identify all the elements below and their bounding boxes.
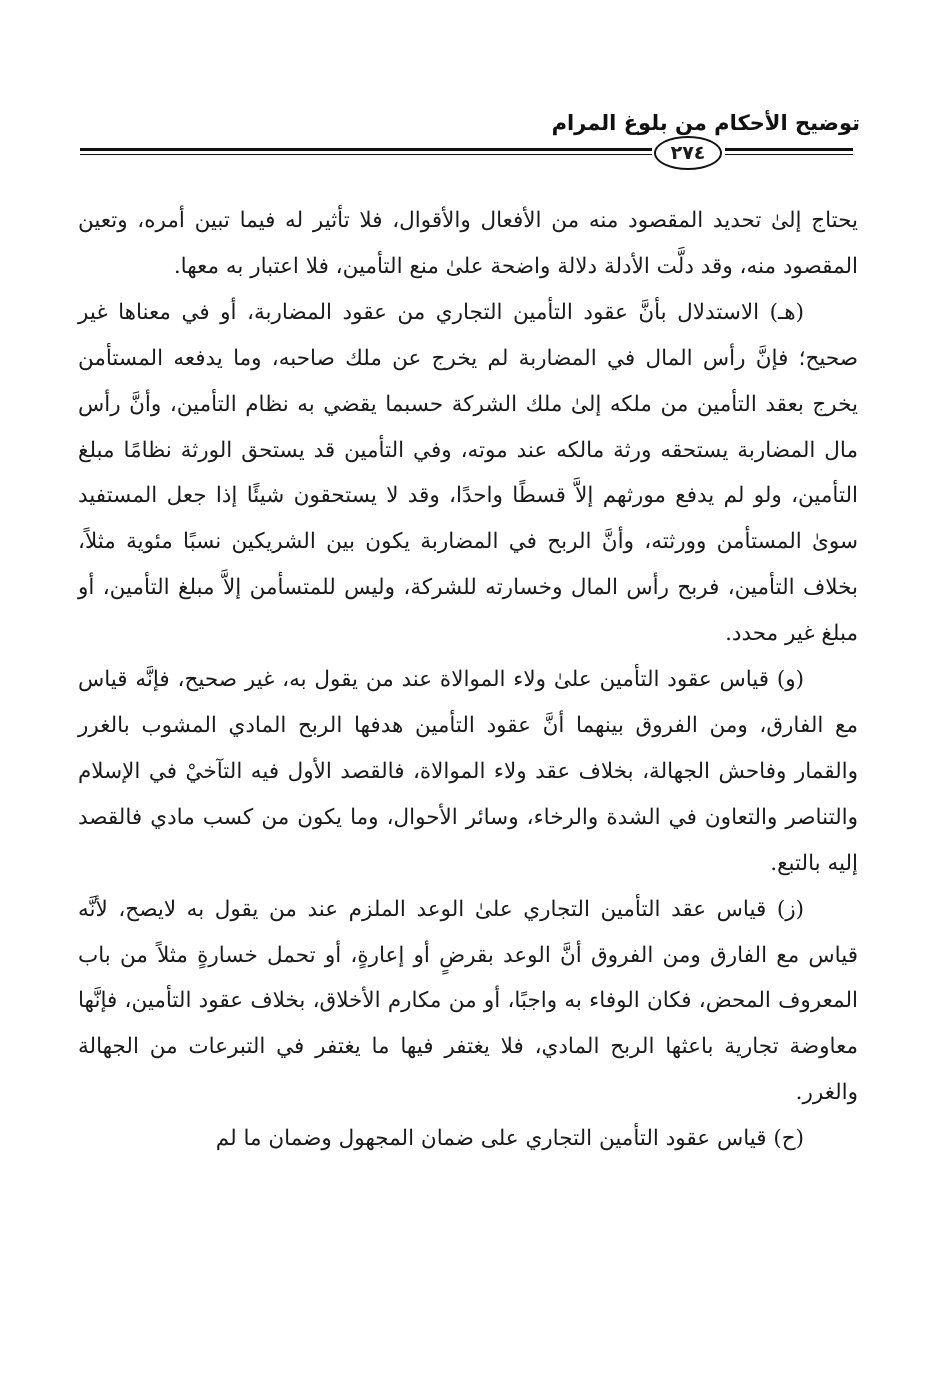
header-rule-right-thin	[725, 154, 853, 155]
page-number: ٢٧٤	[654, 136, 722, 170]
header-rule-left-thin	[80, 154, 652, 155]
header-rule-right-thick	[725, 148, 853, 151]
running-head-book-title: توضيح الأحكام من بلوغ المرام	[551, 111, 860, 135]
page-body-text	[78, 198, 858, 1162]
paragraph-point-ha-2: (ح) قياس عقود التأمين التجاري على ضمان المجهول وضمان ما لم	[215, 1126, 804, 1152]
header-rule-left-thick	[80, 148, 652, 151]
page-header	[80, 108, 860, 188]
paragraph-point-zay: (ز) قياس عقد التأمين التجاري علىٰ الوعد الملزم عند من يقول به لايصح، لأنَّه قياس مع الفارق ومن الفروق أنَّ الوعد بقرضٍ أو إعارةٍ، أو تحمل خسارةٍ مثلاً من باب المعروف المحض، فكان الوفاء به واجبًا، أو من مكارم الأخلاق، بخلاف عقود التأمين، فإنَّها معاوضة تجارية باعثها الربح المادي، فلا يغتفر فيها ما يغتفر في التبرعات من الجهالة والغرر.	[78, 896, 858, 1106]
paragraph-continuation: يحتاج إلىٰ تحديد المقصود منه من الأفعال والأقوال، فلا تأثير له فيما تبين أمره، وتعين المقصود منه، وقد دلَّت الأدلة دلالة واضحة علىٰ منع التأمين، فلا اعتبار به معها.	[78, 208, 858, 279]
paragraph-point-waw: (و) قياس عقود التأمين علىٰ ولاء الموالاة عند من يقول به، غير صحيح، فإنَّه قياس مع الفارق، ومن الفروق بينهما أنَّ عقود التأمين هدفها الربح المادي المشوب بالغرر والقمار وفاحش الجهالة، بخلاف عقد ولاء الموالاة، فالقصد الأول فيه التآخيْ في الإسلام والتناصر والتعاون في الشدة والرخاء، وسائر الأحوال، وما يكون من كسب مادي فالقصد إليه بالتبع.	[78, 667, 858, 876]
paragraph-point-ha: (هـ) الاستدلال بأنَّ عقود التأمين التجاري من عقود المضاربة، أو في معناها غير صحيح؛ فإنَّ رأس المال في المضاربة لم يخرج عن ملك صاحبه، وما يدفعه المستأمن يخرج بعقد التأمين من ملكه إلىٰ ملك الشركة حسبما يقضي به نظام التأمين، وأنَّ رأس مال المضاربة يستحقه ورثة مالكه عند موته، وفي التأمين قد يستحق الورثة نظامًا مبلغ التأمين، ولو لم يدفع مورثهم إلاَّ قسطًا واحدًا، وقد لا يستحقون شيئًا إذا جعل المستفيد سوىٰ المستأمن وورثته، وأنَّ الربح في المضاربة يكون بين الشريكين نسبًا مئوية مثلاً، بخلاف التأمين، فربح رأس المال وخسارته للشركة، وليس للمتسأمن إلاَّ مبلغ التأمين، أو مبلغ غير محدد.	[78, 299, 858, 647]
